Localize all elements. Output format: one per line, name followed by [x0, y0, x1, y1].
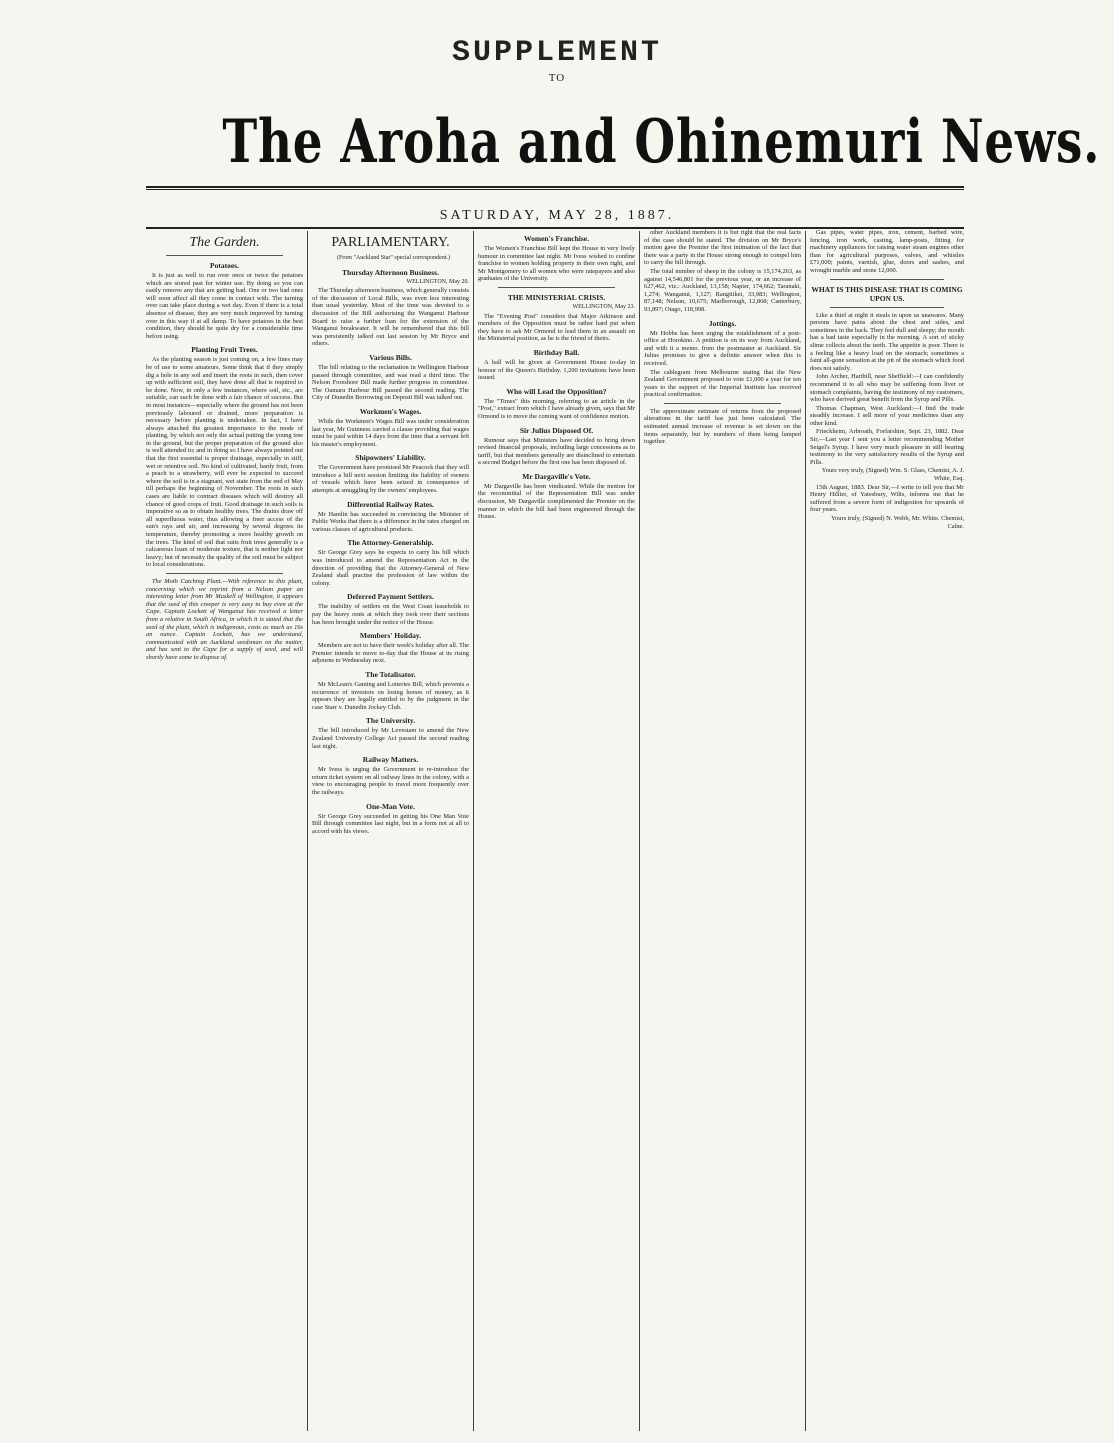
supplement-title: SUPPLEMENT — [451, 36, 663, 70]
dateline: WELLINGTON, May 23. — [572, 303, 635, 310]
article-paragraph: John Archer, Hartbill, near Sheffield:—I can confidently recommend it to all who may be suffering from liver or stomach complaints, having the testimony of my customers, who have derived great benefit from the Syrup and Pills. — [810, 373, 964, 404]
article-paragraph: Sir George Grey succeeded in getting his One Man Vote Bill through committee last night, but in a form not at all to accord with his views. — [312, 812, 469, 835]
column-separator — [473, 231, 474, 1431]
section-title: Members' Holiday. — [359, 631, 422, 641]
article-paragraph: The Moth Catching Plant.—With reference to this plant, concerning which we reprint from a Nelson paper an interesting letter from Mr Maskell of Wellington, it appears that the seed of this creeper is very easy to buy even at the Cape. Captain Lockett of Wanganui has received a letter from a relative in South Africa, in which it is stated that the seed of the plant, which is indigenous, costs as much as 16s an ounce. Captain Lockett, has we understand, communicated with an Auckland seedsman on the matter, and has sent to the Cape for a supply of seed, and will shortly have some to dispose of. — [146, 577, 303, 661]
column-advertisement — [810, 229, 964, 1434]
article-paragraph: 15th August, 1883. Dear Sir,—I write to tell you that Mr Henry Hillier, of Yatesbury, Wilts, informs me that he suffered from a severe form of indigestion for upwards of four years. — [810, 483, 964, 514]
advert-title: WHAT IS THIS DISEASE THAT IS COMING UPON US. — [811, 284, 963, 303]
byline: (From "Auckland Star" special correspondent.) — [336, 255, 451, 261]
article-paragraph: Gas pipes, water pipes, iron, cement, barbed wire, fencing, iron work, casting, lamp-posts, fitting for machinery appliances for raising water steam engines other than for agricultural purposes, valves, and whistles £71,000; paints, varnish, glue, doors and sashes, and wrought marble and stone 12,000. — [810, 229, 964, 274]
column-separator — [805, 231, 806, 1431]
section-title: Railway Matters. — [362, 755, 419, 765]
section-title: Sir Julius Disposed Of. — [519, 425, 594, 435]
section-title: Shipowners' Liability. — [355, 453, 426, 463]
section-title: One-Man Vote. — [366, 801, 415, 811]
article-paragraph: The Government have promised Mr Peacock that they will introduce a bill next session limiting the liability of owners of vessels which have been seized in consequence of attempts at smuggling by the owners' employees. — [312, 464, 469, 495]
section-title: Various Bills. — [369, 352, 412, 362]
column-news-4 — [644, 229, 801, 1434]
article-paragraph: other Auckland members it is but right that the real facts of the case should be stated. The division on Mr Bryce's motion gave the Premier the first intimation of the fact that there was a party in the House strong enough to compel him to carry the bill through. — [644, 229, 801, 267]
article-paragraph: Mr Ivess is urging the Government to re-introduce the return ticket system on all railway lines in the colony, with a view to encouraging people to travel more frequently over the railways. — [312, 766, 469, 796]
signature: Yours very truly, (Signed) Wm. S. Glass, Chemist, A. J. White, Esq. — [821, 467, 964, 483]
garden-heading: The Garden. — [189, 235, 260, 250]
section-divider — [166, 573, 283, 574]
section-divider — [498, 287, 615, 288]
section-title: Differential Railway Rates. — [347, 499, 434, 509]
section-title: The University. — [365, 716, 416, 726]
column-news-3 — [478, 229, 635, 1434]
section-title: Women's Franchise. — [524, 234, 589, 243]
article-paragraph: Sir George Grey says he expects to carry his bill which was introduced to amend the Representation Act in the direction of providing that the Attorney-General of New Zealand shall practise the profession of law within the colony. — [312, 549, 469, 587]
masthead-rule-top — [146, 186, 964, 188]
article-paragraph: The Thursday afternoon business, which generally consists of the discussion of Local Bills, was even less interesting than usual yesterday. Most of the time was devoted to a discussion of the Bill authorising the Wanganui Harbour Board to raise a further loan for the extension of the Wanganui breakwater. It will be remembered that this bill was persistently talked out last session by Mr Bryce and others. — [312, 287, 469, 348]
article-paragraph: Mr Hamlin has succeeded in convincing the Minister of Public Works that there is a difference in the rates charged on various classes of agricultural products. — [312, 510, 469, 533]
article-paragraph: The inability of settlers on the West Coast leaseholds to pay the heavy rents at which they took over their sections has been brought under the notice of the House. — [312, 603, 469, 626]
article-paragraph: The Women's Franchise Bill kept the House in very lively humour in committee last night. Mr Ivess wished to confine franchise to women holding property in their own right, and Mr Montgomery to all women who were ratepayers and also graduates of the University. — [478, 245, 635, 283]
section-title: Planting Fruit Trees. — [191, 345, 258, 355]
heading-divider — [830, 307, 944, 308]
section-title: Workmen's Wages. — [359, 406, 422, 416]
article-paragraph: A ball will be given at Government House to-day in honour of the Queen's Birthday. 1,200 invitations have been issued. — [478, 358, 635, 382]
column-parliamentary — [312, 229, 469, 1434]
column-garden — [146, 229, 303, 1434]
article-columns — [146, 229, 964, 1434]
section-title: Potatoes. — [210, 261, 239, 270]
article-paragraph: The bill relating to the reclamation in Wellington Harbour passed through committee, and was read a third time. The Nelson Foreshore Bill made further progress in committee. The Oamaru Harbour Bill passed the second reading. The City of Dunedin Borrowing on Deposit Bill was talked out. — [312, 363, 469, 402]
section-divider — [830, 279, 944, 280]
section-title: The Totalisator. — [365, 669, 416, 679]
masthead-rule-thin — [146, 189, 964, 190]
section-title: Thursday Afternoon Business. — [342, 267, 439, 277]
article-paragraph: While the Workmen's Wages Bill was under consideration last year, Mr Guinness carried a clause providing that wages must be paid within 14 days from the time that a servant left his master's employment. — [312, 417, 469, 448]
article-paragraph: The approximate estimate of returns from the proposed alterations in the tariff has just been calculated. The estimated annual increase of revenue is set down on the items separately, but by numbers of them being lumped together. — [644, 407, 801, 446]
article-paragraph: As the planting season is just coming on, a few lines may be of use to some amateurs. Some think that if they simply dig a hole in any soil and insert the roots in such, then cover up with sufficient soil, they have done all that is required to be done. Now, in only a few instances, where soil, etc., are suitable, can such be done with a fair chance of success. But in most instances—especially where the ground has not been previously laboured or drained, more preparation is necessary before planting is undertaken. In fact, I have always attached the greatest importance to the mode of planting, by which not only the actual putting the young tree in the ground, but the proper preparation of the ground also is well attended to; and in doing so I have always pointed out that the first essential is proper drainage, especially in stiff, wet or retentive soil. No kind of cultivated, hardy fruit, from a peach to a strawberry, will ever be expected to succeed where the soil is in a stagnant, wet state from the end of May till perhaps the beginning of November. The roots in such cases are liable to contract diseases which will destroy all chance of good crops of fruit. Good drainage in such soils is imperative so as to obtain healthy trees. The drains draw off all superfluous water, thus allowing a freer access of the sun's rays and air, and increasing by several degrees its temperature, thereby promoting a more healthy growth on the trees. The kind of soil that suits fruit trees generally is a calcareous loam of moderate texture, that is neither light nor heavy; but of necessity the quality of the soil must be subject to local considerations. — [146, 356, 303, 569]
column-separator — [307, 231, 308, 1431]
article-paragraph: Like a thief at night it steals in upon us unawares. Many persons have pains about the chest and sides, and sometimes in the back. They feel dull and sleepy; the mouth has a bad taste especially in the morning. A sort of sticky slime collects about the teeth. The appetite is poor. There is a feeling like a heavy load on the stomach; sometimes a faint all-gone sensation at the pit of the stomach which food does not satisfy. — [810, 311, 964, 372]
section-title: Jottings. — [708, 318, 737, 328]
column-separator — [639, 231, 640, 1431]
signature: Yours truly, (Signed) N. Webb, Mr. White. Chemist, Calne. — [831, 515, 964, 530]
supplement-to: TO — [548, 72, 566, 84]
section-title: The Attorney-Generalship. — [347, 538, 434, 548]
article-paragraph: The "Times" this morning, referring to an article in the "Post," extract from which I have already given, says that Mr Ormond is to move the coming want of confidence motion. — [478, 397, 635, 420]
article-paragraph: Frieckheim, Arbroath, Forfarshire, Sept. 23, 1882. Dear Sir,—Last year I sent you a letter recommending Mother Seigel's Syrup. I have very much pleasure in still bearing testimony to the very satisfactory results of the Syrup and Pills. — [810, 428, 964, 466]
parliamentary-heading: PARLIAMENTARY. — [331, 235, 450, 250]
article-paragraph: The "Evening Post" considers that Major Atkinson and members of the Opposition must be rather hard put when they have to ask Mr Ormond to lead them in an assault on the Ministerial position, as he is the friend of theirs. — [478, 312, 635, 343]
article-paragraph: It is just as well to run over once or twice the potatoes which are stored past for winter use. By doing so you can easily remove any that are getting bad. One or two bad ones will soon affect all they come in contact with. The turning over can take place during a wet day. Even if there is a total absence of disease, they are very much improved by turning over in this way if at all damp. To have potatoes in the best condition, they should be quite dry for a considerable time before using. — [146, 272, 303, 340]
article-paragraph: The total number of sheep in the colony is 15,174,263, as against 14,546,801 for the previous year, or an increase of 627,462, viz.: Auckland, 13,158; Napier, 174,662; Taranaki, 1,274; Wanganui, 1,127; Rangitikei, 33,983; Wellington, 87,148; Nelson, 10,675; Marlborough, 12,868; Canterbury, 93,897; Otago, 118,998. — [644, 267, 801, 313]
section-title: Who will Lead the Opposition? — [506, 386, 607, 396]
heading-divider — [166, 255, 283, 256]
section-title: Deferred Payment Settlers. — [347, 592, 434, 602]
article-paragraph: Rumour says that Ministers have decided to bring down revised financial proposals, including large concessions as to tariff, but that members generally are disinclined to entertain a second Budget before the first one has been disposed of. — [478, 436, 635, 467]
article-paragraph: Thomas Chapman, West Auckland:—I find the trade steadily increase. I sell more of your medicines than any other kind. — [810, 404, 964, 427]
article-paragraph: Mr McLean's Gaming and Lotteries Bill, which prevents a recurrence of investors on losing horses of money, as it appears they are legally entitled to by the judgment in the case Starr v. Dunedin Jockey Club. — [312, 680, 469, 711]
section-divider — [664, 403, 781, 404]
article-paragraph: The bill introduced by Mr Levestam to amend the New Zealand University College Act passed the second reading last night. — [312, 727, 469, 750]
section-title: Birthday Ball. — [533, 347, 580, 357]
article-paragraph: Mr Hobbs has been urging the establishment of a post-office at Horokino. A petition is on its way from Auckland, and with it a memo. from the postmaster at Auckland. Sir Julius promises to give a definite answer when this is received. — [644, 329, 801, 367]
section-title: THE MINISTERIAL CRISIS. — [507, 292, 606, 302]
issue-date: SATURDAY, MAY 28, 1887. — [439, 208, 675, 223]
masthead-title: The Aroha and Ohinemuri News. — [222, 107, 1101, 177]
section-title: Mr Dargaville's Vote. — [522, 471, 591, 481]
article-paragraph: Members are not to have their week's holiday after all. The Premier intends to move to-day that the House at its rising adjourns to Wednesday next. — [312, 642, 469, 665]
article-paragraph: The cablegram from Melbourne stating that the New Zealand Government proposed to vote £1,000 a year for ten years to the support of the Imperial Institute has received practical confirmation. — [644, 368, 801, 399]
article-paragraph: Mr Dargaville has been vindicated. While the motion for the recommittal of the Representation Bill was under discussion, Mr Dargaville complimented the Premier on the manner in which the bill had been engineered through the House. — [478, 482, 635, 521]
dateline: WELLINGTON, May 20. — [406, 278, 469, 285]
